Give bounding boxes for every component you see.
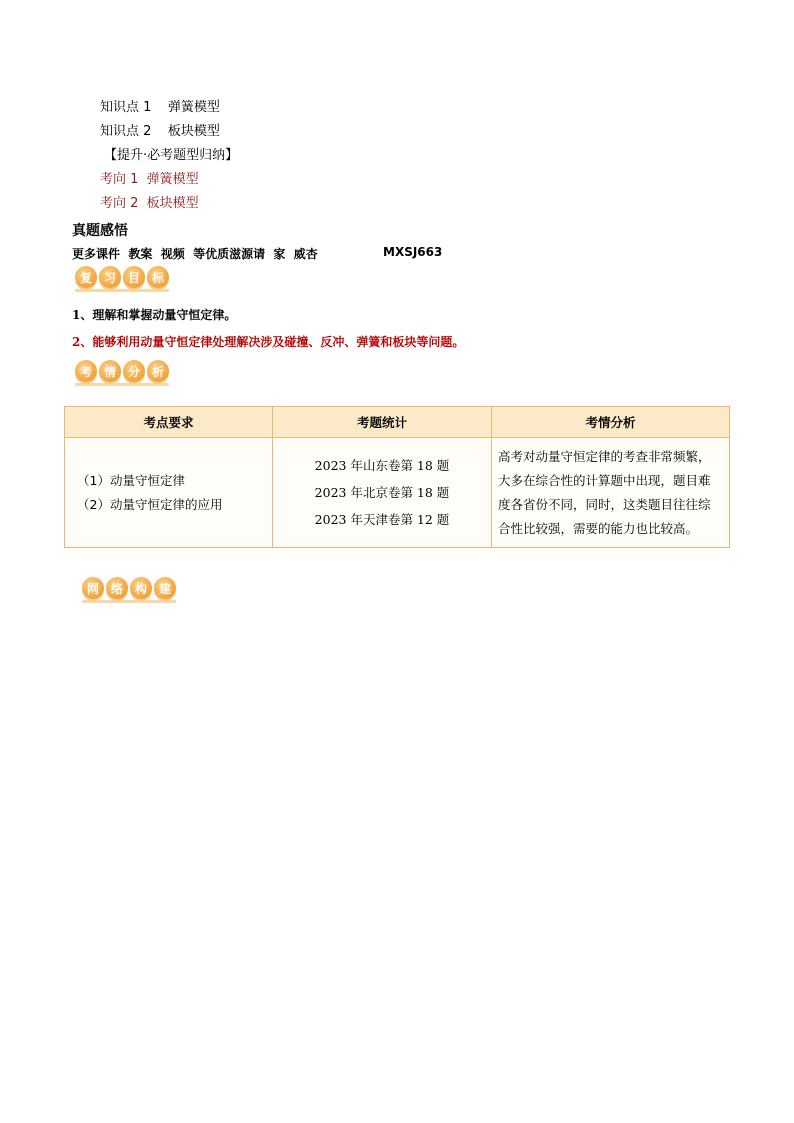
table-row xyxy=(65,438,730,548)
objective-2 xyxy=(72,333,464,350)
column-header-analysis: 考情分析 xyxy=(492,407,730,438)
badge-underline xyxy=(75,383,169,386)
analysis-cell xyxy=(492,438,730,548)
review-objectives-badge xyxy=(75,266,169,292)
badge-underline xyxy=(82,600,176,603)
badge-char: 构 xyxy=(130,577,152,599)
objective-number: 2、 xyxy=(72,335,93,349)
toc-item-2: 知识点 2 板块模型 xyxy=(100,124,220,139)
toc-item-1: 知识点 1 弹簧模型 xyxy=(100,100,220,115)
badge-char: 目 xyxy=(123,266,145,288)
column-header-statistics: 考题统计 xyxy=(273,407,492,438)
knowledge-network-badge xyxy=(82,577,176,603)
exam-analysis-badge xyxy=(75,360,169,386)
badge-char: 网 xyxy=(82,577,104,599)
requirement-item: （1）动量守恒定律 xyxy=(77,472,185,488)
badge-char: 情 xyxy=(99,360,121,382)
badge-char: 络 xyxy=(106,577,128,599)
requirements-cell xyxy=(65,438,273,548)
analysis-line: 度各省份不同，同时，这类题目往往综 xyxy=(498,496,711,512)
objective-text: 能够利用动量守恒定律处理解决涉及碰撞、反冲、弹簧和板块等问题。 xyxy=(92,335,465,349)
analysis-line: 高考对动量守恒定律的考查非常频繁， xyxy=(498,448,711,464)
badge-char: 分 xyxy=(123,360,145,382)
objective-1 xyxy=(72,306,236,323)
statistics-cell xyxy=(273,438,492,548)
objective-number: 1、 xyxy=(72,308,93,322)
badge-char: 析 xyxy=(147,360,169,382)
analysis-line: 合性比较强，需要的能力也比较高。 xyxy=(498,520,699,536)
column-header-requirements: 考点要求 xyxy=(65,407,273,438)
statistic-item: 2023 年天津卷第 12 题 xyxy=(314,512,450,527)
badge-char: 习 xyxy=(99,266,121,288)
exam-analysis-table xyxy=(64,406,730,548)
toc-bracket: 【提升·必考题型归纳】 xyxy=(104,148,239,163)
badge-char: 标 xyxy=(147,266,169,288)
toc-direction-2: 考向 2 板块模型 xyxy=(100,196,199,211)
section-title: 真题感悟 xyxy=(72,223,128,239)
statistic-item: 2023 年山东卷第 18 题 xyxy=(314,458,450,473)
requirement-item: （2）动量守恒定律的应用 xyxy=(77,496,223,512)
toc-direction-1: 考向 1 弹簧模型 xyxy=(100,172,199,187)
table-header-row xyxy=(65,407,730,438)
statistic-item: 2023 年北京卷第 18 题 xyxy=(314,485,450,500)
badge-char: 建 xyxy=(154,577,176,599)
analysis-line: 大多在综合性的计算题中出现，题目难 xyxy=(498,472,711,488)
objective-text: 理解和掌握动量守恒定律。 xyxy=(92,308,237,322)
badge-underline xyxy=(75,289,169,292)
badge-char: 复 xyxy=(75,266,97,288)
badge-char: 考 xyxy=(75,360,97,382)
promo-text: 更多课件 教案 视频 等优质滋源请 家 威杏 xyxy=(72,247,318,261)
promo-code: MXSJ663 xyxy=(383,245,443,259)
